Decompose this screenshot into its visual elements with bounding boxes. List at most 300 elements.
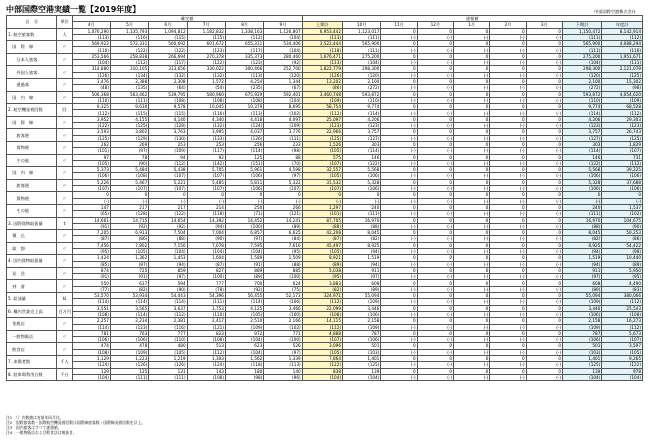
ratio-cell: (105) <box>225 311 263 317</box>
value-cell: 3,802 <box>110 129 148 135</box>
ratio-cell: (-) <box>381 173 417 179</box>
value-cell: 8,142,914 <box>602 28 643 34</box>
ratio-cell: (108) <box>149 97 187 103</box>
value-cell: 1,537 <box>602 204 643 210</box>
value-cell: 0 <box>381 192 417 198</box>
ratio-cell: (-) <box>417 34 453 40</box>
value-cell: 3,995 <box>187 129 225 135</box>
ratio-cell: (114) <box>343 110 381 116</box>
value-cell: 8,695 <box>264 104 302 110</box>
value-cell: 1,519 <box>343 255 381 261</box>
value-cell: 0 <box>490 53 526 59</box>
ratio-cell: (97) <box>563 274 602 280</box>
value-cell: 53,934 <box>110 293 148 299</box>
ratio-cell: (-) <box>417 160 453 166</box>
ratio-cell: (91) <box>225 261 263 267</box>
value-cell: 787 <box>563 330 602 336</box>
ratio-cell: (-) <box>417 72 453 78</box>
value-cell: 8,921 <box>302 255 342 261</box>
value-cell: 7,150 <box>149 242 187 248</box>
ratio-cell: (-) <box>526 374 562 380</box>
ratio-cell: (112) <box>302 299 342 305</box>
value-cell: 58,754 <box>302 104 342 110</box>
value-cell: 1,123,017 <box>343 28 381 34</box>
ratio-cell: (-) <box>526 236 562 242</box>
value-cell: 0 <box>417 255 453 261</box>
value-cell: 0 <box>381 91 417 97</box>
value-cell: 0 <box>490 280 526 286</box>
ratio-cell: (-) <box>417 286 453 292</box>
value-cell: 4,598 <box>264 167 302 173</box>
row-unit: 千台 <box>57 368 72 381</box>
value-cell: 0 <box>381 104 417 110</box>
value-cell: 266 <box>264 204 302 210</box>
ratio-cell: (67) <box>264 85 302 91</box>
ratio-cell: (109) <box>149 148 187 154</box>
ratio-cell: (132) <box>187 123 225 129</box>
value-cell: 0 <box>381 28 417 34</box>
value-cell: 324,971 <box>302 293 342 299</box>
value-cell: 31,532 <box>302 179 342 185</box>
ratio-cell: (89) <box>264 223 302 229</box>
value-cell: 0 <box>454 204 490 210</box>
ratio-cell: (-) <box>490 311 526 317</box>
row-label: 国 内 線 <box>7 91 57 104</box>
value-cell: 0 <box>417 280 453 286</box>
ratio-cell: (-) <box>526 211 562 217</box>
value-cell: 3,637 <box>149 305 187 311</box>
value-cell: 8,925 <box>563 242 602 248</box>
ratio-cell: (-) <box>417 148 453 154</box>
value-cell: 0 <box>454 255 490 261</box>
row-label: 旅客便 <box>7 179 57 192</box>
ratio-cell: (100) <box>264 274 302 280</box>
value-cell: 7,504 <box>149 230 187 236</box>
ratio-cell: (114) <box>225 299 263 305</box>
ratio-cell: (97) <box>225 236 263 242</box>
ratio-cell: (111) <box>149 374 187 380</box>
row-label: 国 際 線 <box>7 116 57 129</box>
value-cell: 3,952 <box>72 116 110 122</box>
ratio-cell: (92) <box>225 286 263 292</box>
value-cell: 9,774 <box>563 104 602 110</box>
ratio-cell: (-) <box>490 299 526 305</box>
ratio-cell: (-) <box>490 47 526 53</box>
ratio-cell: (132) <box>149 72 187 78</box>
ratio-cell: (107) <box>602 148 643 154</box>
ratio-cell: (-) <box>526 47 562 53</box>
ratio-cell: (-) <box>454 324 490 330</box>
ratio-cell: (125) <box>302 135 342 141</box>
ratio-cell: (-) <box>526 223 562 229</box>
value-cell: 0 <box>381 343 417 349</box>
value-cell: 0 <box>381 356 417 362</box>
ratio-cell: (106) <box>343 186 381 192</box>
value-cell: 1,219 <box>149 356 187 362</box>
row-unit: 〃 <box>57 330 72 343</box>
value-cell: 335,373 <box>225 53 263 59</box>
ratio-cell: (104) <box>187 248 225 254</box>
ratio-cell: (-) <box>417 211 453 217</box>
value-cell: 501 <box>563 343 602 349</box>
ratio-cell: (126) <box>110 362 148 368</box>
value-cell: 217 <box>149 204 187 210</box>
value-cell: 0 <box>454 356 490 362</box>
value-cell: 0 <box>454 230 490 236</box>
value-cell: 9,774 <box>343 104 381 110</box>
value-cell: 3,446 <box>343 305 381 311</box>
ratio-cell: (104) <box>302 374 342 380</box>
value-cell: 1,182,832 <box>187 28 225 34</box>
ratio-cell: (120) <box>264 72 302 78</box>
value-cell: 0 <box>526 141 562 147</box>
value-cell: 0 <box>526 167 562 173</box>
row-unit: 〃 <box>57 204 72 217</box>
value-cell: 310,105 <box>110 66 148 72</box>
ratio-cell: (-) <box>490 362 526 368</box>
value-cell: 5,705 <box>187 167 225 173</box>
ratio-cell: (106) <box>343 311 381 317</box>
value-cell: 298,300 <box>343 66 381 72</box>
row-label: 通過客 <box>7 78 57 91</box>
ratio-cell: (-) <box>417 198 453 204</box>
value-cell: 15,302 <box>602 78 643 84</box>
value-cell: 0 <box>526 356 562 362</box>
ratio-cell: (-) <box>454 110 490 116</box>
ratio-cell: (125) <box>72 135 110 141</box>
ratio-cell: (-) <box>526 362 562 368</box>
row-unit: 〃 <box>57 78 72 91</box>
ratio-cell: (151) <box>225 160 263 166</box>
value-cell: 0 <box>454 66 490 72</box>
ratio-cell: (133) <box>187 135 225 141</box>
ratio-cell: (111) <box>343 34 381 40</box>
ratio-cell: (117) <box>225 47 263 53</box>
value-cell: 140 <box>264 368 302 374</box>
value-cell: 0 <box>417 41 453 47</box>
value-cell: 0 <box>490 179 526 185</box>
value-cell: 0 <box>526 28 562 34</box>
ratio-cell: (78) <box>187 286 225 292</box>
value-cell: 9,578 <box>149 104 187 110</box>
ratio-cell: (-) <box>526 72 562 78</box>
ratio-cell: (114) <box>110 311 148 317</box>
value-cell: 1,519 <box>563 255 602 261</box>
value-cell: 5,811 <box>225 179 263 185</box>
ratio-cell: (-) <box>381 349 417 355</box>
ratio-cell: (101) <box>72 148 110 154</box>
value-cell: 280,460 <box>264 53 302 59</box>
ratio-cell: (94) <box>563 248 602 254</box>
ratio-cell: (105) <box>302 148 342 154</box>
ratio-cell: (128) <box>149 123 187 129</box>
ratio-cell: (104) <box>602 374 643 380</box>
ratio-cell: (-) <box>381 337 417 343</box>
value-cell: 0 <box>454 293 490 299</box>
value-cell: 5,328 <box>563 179 602 185</box>
ratio-cell: (-) <box>264 198 302 204</box>
row-label: 1. 航空旅客数 <box>7 28 57 41</box>
ratio-cell: (-) <box>381 223 417 229</box>
value-cell: 29,303 <box>602 116 643 122</box>
month-header: 上期計 <box>302 22 342 28</box>
value-cell: 1,076,290 <box>72 28 110 34</box>
ratio-cell: (106) <box>602 186 643 192</box>
value-cell: 4,054,620 <box>602 91 643 97</box>
ratio-cell: (70) <box>264 160 302 166</box>
value-cell: 3,551 <box>72 305 110 311</box>
ratio-cell: (-) <box>417 85 453 91</box>
ratio-cell: (-) <box>381 286 417 292</box>
value-cell: 3,446 <box>563 305 602 311</box>
value-cell: 0 <box>526 66 562 72</box>
value-cell: 16,970 <box>563 217 602 223</box>
ratio-cell: (110) <box>343 97 381 103</box>
ratio-cell: (114) <box>225 148 263 154</box>
ratio-cell: (-) <box>454 148 490 154</box>
ratio-cell: (112) <box>602 160 643 166</box>
ratio-cell: (126) <box>72 72 110 78</box>
value-cell: 565,900 <box>343 41 381 47</box>
ratio-cell: (-) <box>417 261 453 267</box>
ratio-cell: (107) <box>302 186 342 192</box>
ratio-cell: (82) <box>343 236 381 242</box>
note-line: 注3 国内旅客はすべて速報値。 <box>6 425 62 430</box>
value-cell: 5,373 <box>72 167 110 173</box>
value-cell: 1,094,812 <box>149 28 187 34</box>
row-label: 国 際 線 <box>7 41 57 54</box>
value-cell: 0 <box>526 242 562 248</box>
ratio-cell: (-) <box>381 198 417 204</box>
value-cell: 7,595 <box>225 242 263 248</box>
ratio-cell: (-) <box>454 34 490 40</box>
ratio-cell: (113) <box>225 110 263 116</box>
month-header: 年度計 <box>602 22 643 28</box>
ratio-cell: (116) <box>602 47 643 53</box>
page-title: 中部国際空港実績一覧【2019年度】 <box>6 5 141 14</box>
ratio-cell: (-) <box>454 261 490 267</box>
value-cell: 0 <box>454 129 490 135</box>
value-cell: 575 <box>302 154 342 160</box>
ratio-cell: (82) <box>110 286 148 292</box>
value-cell: 0 <box>490 217 526 223</box>
value-cell: 2,158 <box>563 318 602 324</box>
ratio-cell: (-) <box>490 349 526 355</box>
value-cell: 5,038 <box>302 267 342 273</box>
value-cell: 0 <box>417 129 453 135</box>
ratio-cell: (-) <box>602 198 643 204</box>
value-cell: 0 <box>454 368 490 374</box>
value-cell: 0 <box>417 230 453 236</box>
table-body <box>7 28 643 381</box>
ratio-cell: (94) <box>343 248 381 254</box>
ratio-cell: (108) <box>72 311 110 317</box>
ratio-cell: (90) <box>187 236 225 242</box>
value-cell: 7,864 <box>302 356 342 362</box>
ratio-cell: (82) <box>302 286 342 292</box>
value-cell: 146 <box>343 154 381 160</box>
value-cell: 0 <box>381 179 417 185</box>
ratio-cell: (106) <box>225 173 263 179</box>
ratio-cell: (122) <box>149 211 187 217</box>
ratio-cell: (-) <box>417 324 453 330</box>
value-cell: 0 <box>526 129 562 135</box>
ratio-cell: (-) <box>454 337 490 343</box>
ratio-cell: (122) <box>343 160 381 166</box>
value-cell: 250 <box>225 204 263 210</box>
ratio-cell: (123) <box>302 123 342 129</box>
ratio-cell: (91) <box>72 274 110 280</box>
ratio-cell: (109) <box>343 299 381 305</box>
ratio-cell: (106) <box>563 186 602 192</box>
month-header: 11月 <box>381 22 417 28</box>
value-cell: 0 <box>526 91 562 97</box>
row-unit: 〃 <box>57 154 72 167</box>
value-cell: 0 <box>490 167 526 173</box>
ratio-cell: (-) <box>381 274 417 280</box>
value-cell: 0 <box>490 41 526 47</box>
ratio-cell: (83) <box>602 286 643 292</box>
ratio-cell: (87) <box>302 236 342 242</box>
ratio-cell: (116) <box>110 34 148 40</box>
value-cell: 0 <box>149 192 187 198</box>
ratio-cell: (111) <box>563 34 602 40</box>
value-cell: 889 <box>225 267 263 273</box>
value-cell: 569,922 <box>72 41 110 47</box>
value-cell: 0 <box>454 91 490 97</box>
value-cell: 1,476 <box>72 78 110 84</box>
ratio-cell: (105) <box>110 248 148 254</box>
ratio-cell: (-) <box>454 85 490 91</box>
ratio-cell: (-) <box>490 148 526 154</box>
value-cell: 298,300 <box>563 66 602 72</box>
value-cell: 0 <box>454 53 490 59</box>
row-label: 国 内 線 <box>7 167 57 180</box>
value-cell: 4,254 <box>225 78 263 84</box>
value-cell: 1,453 <box>149 255 187 261</box>
ratio-cell: (-) <box>526 337 562 343</box>
value-cell: 125 <box>110 368 148 374</box>
ratio-cell: (-) <box>187 198 225 204</box>
row-label: 8. 駐車場利用台数 <box>7 368 57 381</box>
value-cell: 1,223 <box>110 356 148 362</box>
value-cell: 0 <box>417 267 453 273</box>
ratio-cell: (-) <box>490 186 526 192</box>
ratio-cell: (104) <box>563 60 602 66</box>
value-cell: 0 <box>490 293 526 299</box>
value-cell: 0 <box>381 330 417 336</box>
ratio-cell: (102) <box>264 324 302 330</box>
ratio-cell: (87) <box>187 261 225 267</box>
value-cell: 253 <box>187 141 225 147</box>
ratio-cell: (104) <box>225 349 263 355</box>
value-cell: 88 <box>264 154 302 160</box>
value-cell: 0 <box>454 28 490 34</box>
ratio-cell: (-) <box>454 374 490 380</box>
value-cell: 330,022 <box>187 66 225 72</box>
value-cell: 0 <box>417 318 453 324</box>
value-cell: 0 <box>381 167 417 173</box>
ratio-cell: (97) <box>264 173 302 179</box>
value-cell: 5,484 <box>110 167 148 173</box>
ratio-cell: (-) <box>417 223 453 229</box>
value-cell: 1,339 <box>264 356 302 362</box>
row-unit: kl <box>57 293 72 306</box>
ratio-cell: (65) <box>72 211 110 217</box>
value-cell: 129 <box>72 368 110 374</box>
month-header: 1月 <box>454 22 490 28</box>
value-cell: 1,126,807 <box>264 28 302 34</box>
value-cell: 1,676,471 <box>302 53 342 59</box>
ratio-cell: (-) <box>417 173 453 179</box>
value-cell: 139 <box>563 368 602 374</box>
ratio-cell: (-) <box>381 186 417 192</box>
ratio-cell: (98) <box>225 374 263 380</box>
ratio-cell: (-) <box>381 374 417 380</box>
value-cell: 0 <box>381 53 417 59</box>
ratio-cell: (111) <box>187 299 225 305</box>
value-cell: 68,528 <box>602 104 643 110</box>
row-label: 飲食店 <box>7 343 57 356</box>
ratio-cell: (87) <box>72 236 110 242</box>
ratio-cell: (109) <box>563 299 602 305</box>
value-cell: 3,763 <box>149 129 187 135</box>
ratio-cell: (120) <box>563 72 602 78</box>
value-cell: 0 <box>454 267 490 273</box>
value-cell: 501 <box>343 343 381 349</box>
value-cell: 0 <box>417 330 453 336</box>
ratio-cell: (-) <box>417 299 453 305</box>
value-cell: 139 <box>343 368 381 374</box>
ratio-cell: (105) <box>302 173 342 179</box>
value-cell: 0 <box>381 242 417 248</box>
value-cell: 14,115 <box>302 318 342 324</box>
value-cell: 0 <box>302 192 342 198</box>
value-cell: 0 <box>381 116 417 122</box>
ratio-cell: (-) <box>454 123 490 129</box>
ratio-cell: (-) <box>417 337 453 343</box>
value-cell: 1,822,779 <box>302 66 342 72</box>
value-cell: 0 <box>454 78 490 84</box>
ratio-cell: (-) <box>454 72 490 78</box>
row-label: 5. 給油量 <box>7 293 57 306</box>
ratio-cell: (75) <box>264 286 302 292</box>
value-cell: 608 <box>563 280 602 286</box>
ratio-cell: (107) <box>149 186 187 192</box>
value-cell: 8,045 <box>563 230 602 236</box>
ratio-cell: (-) <box>526 173 562 179</box>
ratio-cell: (112) <box>149 160 187 166</box>
month-header: 12月 <box>417 22 453 28</box>
value-cell: 781 <box>72 330 110 336</box>
value-cell: 2,381 <box>149 318 187 324</box>
value-cell: 763 <box>110 330 148 336</box>
ratio-cell: (106) <box>563 311 602 317</box>
value-cell: 0 <box>381 154 417 160</box>
value-cell: 97 <box>72 154 110 160</box>
value-cell: 7,616 <box>264 242 302 248</box>
value-cell: 0 <box>490 267 526 273</box>
ratio-cell: (-) <box>490 248 526 254</box>
ratio-cell: (125) <box>563 362 602 368</box>
header-kakutei: 確定値 <box>72 16 302 22</box>
ratio-cell: (64) <box>149 85 187 91</box>
row-unit: 〃 <box>57 343 72 356</box>
ratio-cell: (-) <box>381 261 417 267</box>
value-cell: 480 <box>149 343 187 349</box>
ratio-cell: (118) <box>302 47 342 53</box>
ratio-cell: (88) <box>264 261 302 267</box>
